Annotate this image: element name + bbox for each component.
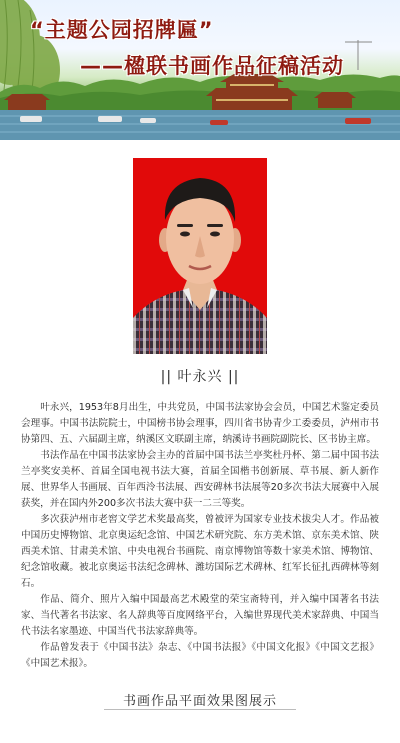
person-portrait-icon [133,158,267,354]
header-banner [0,0,400,140]
divider [104,709,296,710]
portrait-photo [133,158,267,354]
banner-title-line2: ——楹联书画作品征稿活动 [80,54,344,78]
works-section-title: 书画作品平面效果图展示 [122,694,277,709]
bio-paragraph: 多次获泸州市老窖文学艺术奖最高奖，曾被评为国家专业技术拔尖人才。作品被中国历史博物馆、北京奥运纪念馆、中国艺术研究院、东方美术馆、京东美术馆、陕西美术馆、甘肃美术馆、中央电视台书画院、南京博物馆等数十家美术馆、博物馆、纪念馆收藏。被北京奥运书法纪念碑林、潍坊国际艺术碑林、红军长征扎西碑林等刻石。 [21,514,379,589]
bio-paragraph: 书法作品在中国书法家协会主办的首届中国书法兰亭奖杜丹杯、第二届中国书法兰亭奖安美杯、首届全国电视书法大赛，首届全国楷书创新展、草书展、新人新作展、世界华人书画展、百年西泠书法展、西安碑林书法展等20多次书法大展赛中入展获奖，并在国内外200多次书法大赛中获一二三等奖。 [21,450,379,509]
artist-biography [21,400,379,672]
bio-paragraph: 叶永兴，1953年8月出生，中共党员，中国书法家协会会员，中国艺术鉴定委员会理事。中国书法院院士，中国榜书协会理事，四川省书协青少工委委员，泸州市书协第四、五、六届副主席，纳溪区文联副主席，纳溪诗书画院副院长、区书协主席。 [21,402,379,445]
banner-title-line1: “主题公园招牌匾” [30,18,214,42]
artist-name: || 叶永兴 || [160,369,240,385]
bio-paragraph: 作品、简介、照片入编中国最高艺术殿堂的荣宝斋特刊，并入编中国著名书法家、当代著名书法家、名人辞典等百度网络平台，入编世界现代美术家辞典、中国当代书法名家墨迹、中国当代书法家辞典等。 [21,594,379,637]
bio-paragraph: 作品曾发表于《中国书法》杂志、《中国书法报》《中国文化报》《中国文艺报》《中国艺术报》。 [21,642,379,669]
